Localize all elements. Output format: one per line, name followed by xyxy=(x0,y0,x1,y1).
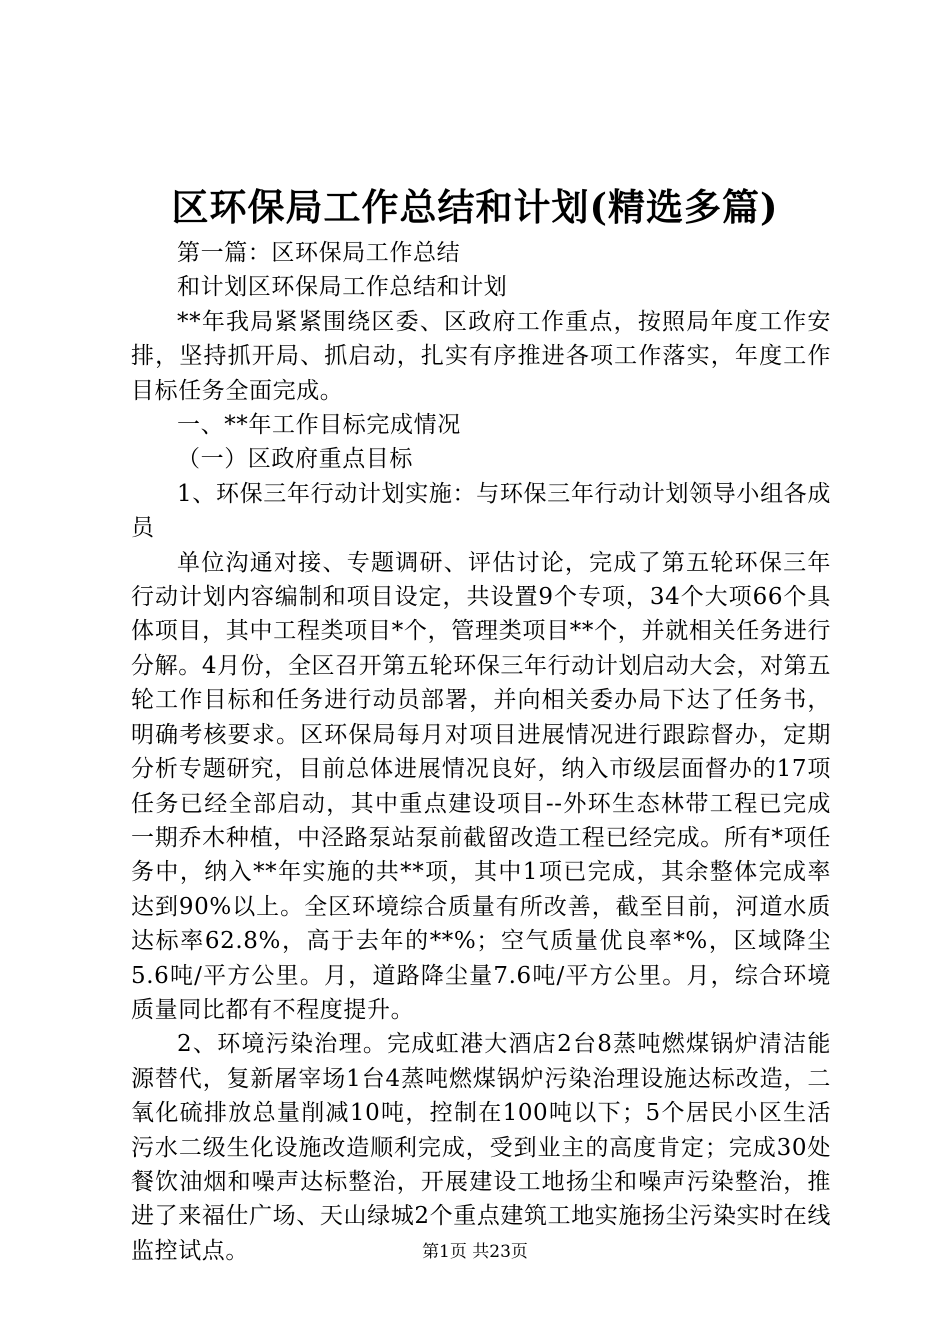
section-heading: 一、**年工作目标完成情况 xyxy=(177,412,461,439)
paragraph-item-1-detail: 单位沟通对接、专题调研、评估讨论，完成了第五轮环保三年行动计划内容编制和项目设定，共设置9个专项，34个大项66个具体项目，其中工程类项目*个，管理类项目**个，并就相关任务进行分解。4月份，全区召开第五轮环保三年行动计划启动大会，对第五轮工作目标和任务进行动员部署，并向相关委办局下达了任务书，明确考核要求。区环保局每月对项目进展情况进行跟踪督办，定期分析专题研究，目前总体进展情况良好，纳入市级层面督办的17项任务已经全部启动，其中重点建设项目--外环生态林带工程已完成一期乔木种植，中泾路泵站泵前截留改造工程已经完成。所有*项任务中，纳入**年实施的共**项，其中1项已完成，其余整体完成率达到90%以上。全区环境综合质量有所改善，截至目前，河道水质达标率62.8%，高于去年的**%；空气质量优良率*%，区域降尘5.6吨/平方公里。月，道路降尘量7.6吨/平方公里。月，综合环境质量同比都有不程度提升。 xyxy=(131,549,831,1023)
paragraph-heading-part1: 第一篇：区环保局工作总结 xyxy=(177,240,461,266)
paragraph-item-2: 2、环境污染治理。完成虹港大酒店2台8蒸吨燃煤锅炉清洁能源替代，复新屠宰场1台4蒸吨燃煤锅炉污染治理设施达标改造，二氧化硫排放总量削减10吨，控制在100吨以下；5个居民小区生活污水二级生化设施改造顺利完成，受到业主的高度肯定；完成30处餐饮油烟和噪声达标整治，开展建设工地扬尘和噪声污染整治，推进了来福仕广场、天山绿城2个重点建筑工地实施扬尘污染实时在线监控试点。 xyxy=(131,1031,831,1264)
document-title: 区环保局工作总结和计划(精选多篇) xyxy=(171,185,779,229)
paragraph-intro: **年我局紧紧围绕区委、区政府工作重点，按照局年度工作安排，坚持抓开局、抓启动，扎实有序推进各项工作落实，年度工作目标任务全面完成。 xyxy=(131,308,831,404)
document-body xyxy=(131,236,831,1268)
paragraph-item-1: 1、环保三年行动计划实施：与环保三年行动计划领导小组各成员 xyxy=(131,480,831,542)
paragraph-heading-part2: 和计划区环保局工作总结和计划 xyxy=(177,274,508,301)
page-footer: 第1页 共23页 xyxy=(422,1242,528,1262)
subsection-heading: （一）区政府重点目标 xyxy=(177,446,413,473)
